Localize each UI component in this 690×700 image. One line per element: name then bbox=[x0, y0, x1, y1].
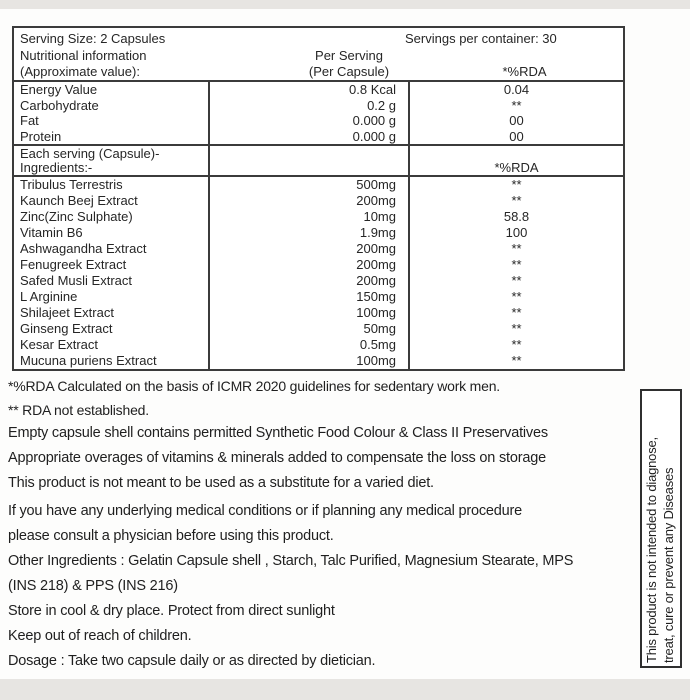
ingredients-header-empty-cell bbox=[208, 146, 408, 175]
ingredient-rda: ** bbox=[408, 257, 623, 273]
nutrient-rda: 00 bbox=[408, 129, 623, 145]
ingredient-amount: 200mg bbox=[208, 241, 408, 257]
ingredient-amount: 500mg bbox=[208, 177, 408, 193]
ingredient-name: Ginseng Extract bbox=[20, 321, 113, 336]
ingredient-amount: 100mg bbox=[208, 305, 408, 321]
ingredient-amount: 150mg bbox=[208, 289, 408, 305]
ingredients-section bbox=[14, 175, 623, 369]
ingredient-name: L Arginine bbox=[20, 289, 78, 304]
ingredient-amount: 200mg bbox=[208, 273, 408, 289]
ingredient-name: Vitamin B6 bbox=[20, 225, 83, 240]
nutrition-section bbox=[14, 80, 623, 144]
table-header bbox=[14, 28, 623, 80]
note-substitute-diet: This product is not meant to be used as a substitute for a varied diet. bbox=[8, 475, 434, 491]
ingredients-header-section bbox=[14, 144, 623, 175]
nutrient-value: 0.8 Kcal bbox=[208, 82, 408, 98]
nutrient-value: 0.000 g bbox=[208, 129, 408, 145]
nutritional-information-label: Nutritional information bbox=[20, 48, 147, 63]
note-medical-conditions: If you have any underlying medical conditions or if planning any medical procedure bbox=[8, 503, 522, 519]
ingredient-name: Safed Musli Extract bbox=[20, 273, 132, 288]
ingredient-amount: 1.9mg bbox=[208, 225, 408, 241]
ingredient-rda: ** bbox=[408, 305, 623, 321]
ingredient-name: Kesar Extract bbox=[20, 337, 99, 352]
ingredients-rda-header-cell bbox=[408, 146, 623, 175]
ingredient-rda: 58.8 bbox=[408, 209, 623, 225]
nutrient-name: Energy Value bbox=[20, 82, 98, 97]
nutrient-value: 0.000 g bbox=[208, 113, 408, 129]
bottom-gray-band bbox=[0, 679, 690, 700]
note-consult-physician: please consult a physician before using this product. bbox=[8, 528, 334, 544]
ingredients-header-label bbox=[14, 146, 208, 175]
ingredient-rda: ** bbox=[408, 193, 623, 209]
ingredient-rda: ** bbox=[408, 177, 623, 193]
ingredients-label: Ingredients:- bbox=[20, 160, 93, 175]
ingredients-rda-header: *%RDA bbox=[494, 160, 539, 175]
nutrient-rda: ** bbox=[408, 98, 623, 114]
each-serving-label: Each serving (Capsule)- bbox=[20, 146, 160, 161]
nutrient-value: 0.2 g bbox=[208, 98, 408, 114]
note-other-ingredients-cont: (INS 218) & PPS (INS 216) bbox=[8, 578, 178, 594]
ingredient-rda: ** bbox=[408, 289, 623, 305]
ingredient-amount: 10mg bbox=[208, 209, 408, 225]
note-rda-basis: *%RDA Calculated on the basis of ICMR 2020 guidelines for sedentary work men. bbox=[8, 378, 500, 394]
note-overages: Appropriate overages of vitamins & minerals added to compensate the loss on storage bbox=[8, 450, 546, 466]
ingredient-amount: 50mg bbox=[208, 321, 408, 337]
ingredient-amount: 200mg bbox=[208, 193, 408, 209]
ingredient-name: Kaunch Beej Extract bbox=[20, 193, 138, 208]
top-gray-band bbox=[0, 0, 690, 9]
serving-size: Serving Size: 2 Capsules bbox=[20, 31, 166, 46]
ingredient-rda: ** bbox=[408, 353, 623, 369]
ingredient-name: Tribulus Terrestris bbox=[20, 177, 123, 192]
note-dosage: Dosage : Take two capsule daily or as directed by dietician. bbox=[8, 653, 376, 669]
ingredient-name: Shilajeet Extract bbox=[20, 305, 114, 320]
approximate-value-label: (Approximate value): bbox=[20, 64, 140, 79]
nutrient-name: Protein bbox=[20, 128, 62, 144]
disclaimer-line-1: This product is not intended to diagnose, bbox=[644, 437, 659, 663]
ingredient-rda: ** bbox=[408, 241, 623, 257]
ingredient-name: Zinc(Zinc Sulphate) bbox=[20, 209, 133, 224]
rda-column-header: *%RDA bbox=[502, 64, 547, 79]
note-rda-not-established: ** RDA not established. bbox=[8, 402, 149, 418]
disclaimer-text bbox=[643, 392, 679, 663]
nutrient-rda: 0.04 bbox=[408, 82, 623, 98]
ingredient-name: Fenugreek Extract bbox=[20, 257, 127, 272]
ingredient-name: Ashwagandha Extract bbox=[20, 241, 147, 256]
note-storage: Store in cool & dry place. Protect from direct sunlight bbox=[8, 603, 335, 619]
ingredient-rda: ** bbox=[408, 337, 623, 353]
nutrient-name: Carbohydrate bbox=[20, 97, 99, 113]
ingredient-amount: 200mg bbox=[208, 257, 408, 273]
note-other-ingredients: Other Ingredients : Gelatin Capsule shell , Starch, Talc Purified, Magnesium Stearate, MPS bbox=[8, 553, 574, 569]
per-capsule-label: (Per Capsule) bbox=[308, 64, 390, 79]
note-keep-away-children: Keep out of reach of children. bbox=[8, 628, 192, 644]
ingredient-rda: ** bbox=[408, 321, 623, 337]
per-serving-label: Per Serving bbox=[315, 48, 383, 63]
ingredient-name: Mucuna puriens Extract bbox=[20, 353, 157, 368]
disclaimer-box bbox=[640, 389, 682, 668]
disclaimer-line-2: treat, cure or prevent any Diseases bbox=[661, 467, 676, 663]
nutrient-name: Fat bbox=[20, 113, 39, 128]
servings-per-container: Servings per container: 30 bbox=[405, 31, 557, 46]
ingredient-amount: 100mg bbox=[208, 353, 408, 369]
ingredient-amount: 0.5mg bbox=[208, 337, 408, 353]
ingredient-rda: ** bbox=[408, 273, 623, 289]
nutrient-rda: 00 bbox=[408, 113, 623, 129]
nutrition-facts-table bbox=[12, 26, 625, 371]
note-capsule-shell: Empty capsule shell contains permitted Synthetic Food Colour & Class II Preservatives bbox=[8, 425, 548, 441]
ingredient-rda: 100 bbox=[408, 225, 623, 241]
